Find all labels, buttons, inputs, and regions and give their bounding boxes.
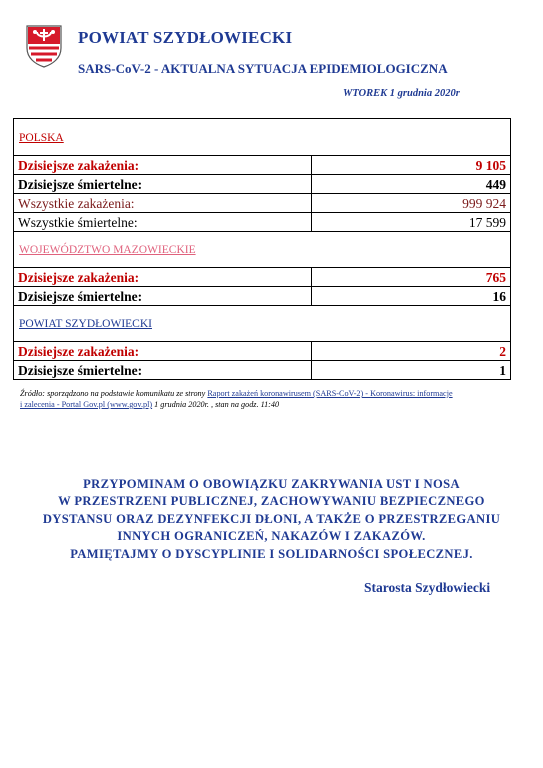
row-value: 17 599 [312, 213, 511, 232]
source-prefix: Źródło: sporządzono na podstawie komunikatu ze strony [20, 389, 208, 398]
row-label: Dzisiejsze zakażenia: [14, 268, 312, 287]
table-row [14, 194, 511, 213]
signature: Starosta Szydłowiecki [364, 580, 491, 595]
row-label: Dzisiejsze śmiertelne: [14, 361, 312, 380]
source-link-continued[interactable]: i zalecenia - Portal Gov.pl (www.gov.pl) [20, 400, 153, 409]
row-value: 449 [312, 175, 511, 194]
appeal-line: W PRZESTRZENI PUBLICZNEJ, ZACHOWYWANIU BEZPIECZNEGO [58, 494, 485, 509]
table-row [14, 287, 511, 306]
row-value: 999 924 [312, 194, 511, 213]
page-subtitle: SARS-CoV-2 - AKTUALNA SYTUACJA EPIDEMIOLOGICZNA [78, 61, 448, 76]
table-row [14, 175, 511, 194]
section-label: WOJEWÓDZTWO MAZOWIECKIE [19, 244, 196, 256]
appeal-line: INNYCH OGRANICZEŃ, NAKAZÓW I ZAKAZÓW. [117, 529, 426, 544]
appeal-line: DYSTANSU ORAZ DEZYNFEKCJI DŁONI, A TAKŻE O PRZESTRZEGANIU [42, 511, 501, 526]
row-label: Dzisiejsze zakażenia: [14, 156, 312, 175]
section-header-mazowieckie [14, 232, 511, 268]
row-label: Dzisiejsze zakażenia: [14, 342, 312, 361]
row-label: Dzisiejsze śmiertelne: [14, 287, 312, 306]
coat-of-arms-logo [25, 24, 63, 68]
row-label: Dzisiejsze śmiertelne: [14, 175, 312, 194]
source-note [20, 388, 510, 410]
table-row [14, 361, 511, 380]
appeal-line: PRZYPOMINAM O OBOWIĄZKU ZAKRYWANIA UST I NOSA [83, 477, 460, 491]
row-label: Wszystkie śmiertelne: [14, 213, 312, 232]
section-header-polska [14, 119, 511, 156]
section-label: POLSKA [19, 131, 64, 144]
row-value: 16 [312, 287, 511, 306]
section-header-powiat [14, 306, 511, 342]
row-value: 1 [312, 361, 511, 380]
appeal-line: PAMIĘTAJMY O DYSCYPLINIE I SOLIDARNOŚCI SPOŁECZNEJ. [70, 546, 473, 561]
table-row [14, 342, 511, 361]
section-label: POWIAT SZYDŁOWIECKI [19, 318, 152, 330]
report-date: WTOREK 1 grudnia 2020r [343, 88, 460, 99]
table-row [14, 213, 511, 232]
row-value: 9 105 [312, 156, 511, 175]
table-row [14, 156, 511, 175]
row-value: 765 [312, 268, 511, 287]
page-title: POWIAT SZYDŁOWIECKI [78, 28, 293, 47]
source-suffix: 1 grudnia 2020r. , stan na godz. 11:40 [152, 400, 280, 409]
row-label: Wszystkie zakażenia: [14, 194, 312, 213]
statistics-table [13, 118, 511, 380]
public-appeal [0, 476, 543, 563]
table-row [14, 268, 511, 287]
row-value: 2 [312, 342, 511, 361]
source-link[interactable]: Raport zakażeń koronawirusem (SARS-CoV-2) - Koronawirus: informacje [207, 389, 453, 398]
